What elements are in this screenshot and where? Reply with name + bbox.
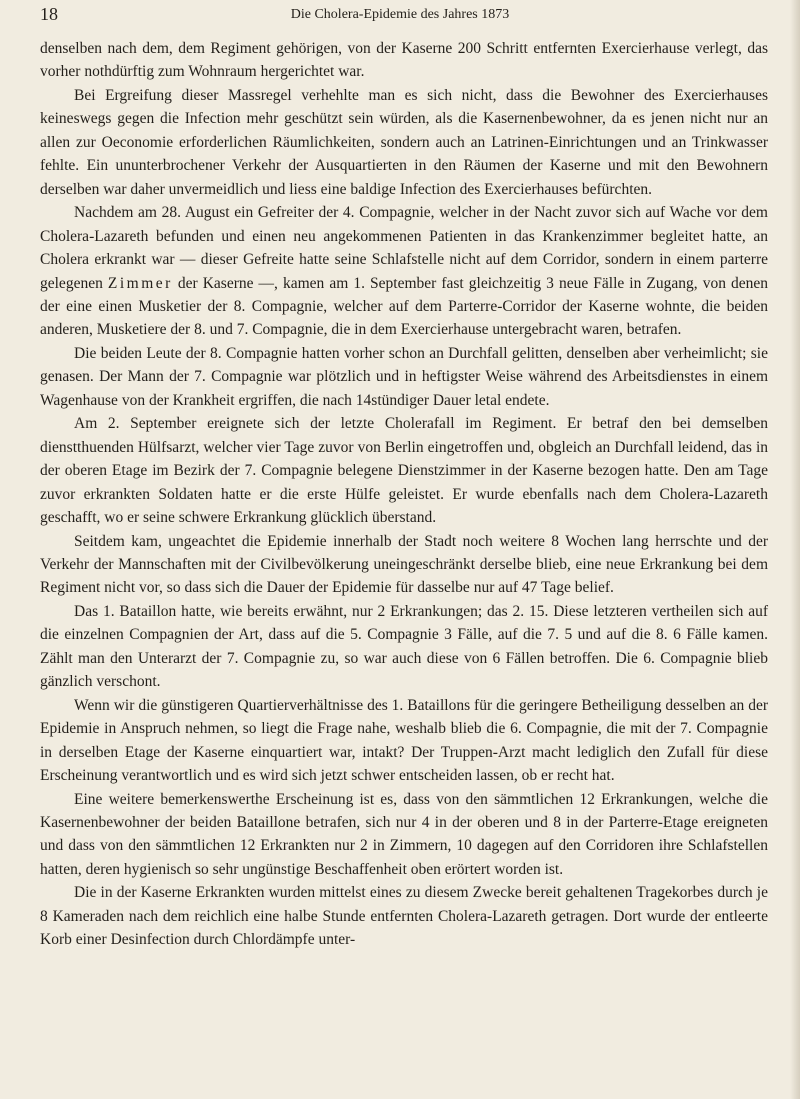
page-number: 18: [40, 4, 58, 24]
paragraph: [40, 201, 768, 342]
paragraph-text: Das 1. Bataillon hatte, wie bereits erwähnt, nur 2 Erkrankungen; das 2. 15. Diese letzteren vertheilen sich auf die einzelnen Compagnien der Art, dass auf die 5. Compagnie 3 Fälle, auf die 7. 5 und auf die 8. 6 Fälle kamen. Zählt man den Unterarzt der 7. Compagnie zu, so war auch diese von 6 Fällen betroffen. Die 6. Compagnie blieb gänzlich verschont.: [40, 602, 768, 691]
body-text: [40, 37, 768, 952]
paragraph: [40, 694, 768, 788]
paragraph: [40, 600, 768, 694]
paragraph-text: denselben nach dem, dem Regiment gehörigen, von der Kaserne 200 Schritt entfernten Exercierhause verlegt, das vorher nothdürftig zum Wohnraum hergerichtet war.: [40, 40, 768, 81]
paragraph: [40, 788, 768, 882]
paragraph: [40, 37, 768, 84]
paragraph: [40, 881, 768, 951]
paragraph: [40, 530, 768, 600]
page-edge-shadow: [790, 0, 800, 1099]
paragraph: [40, 412, 768, 529]
paragraph-text: Nachdem am 28. August ein Gefreiter der 4. Compagnie, welcher in der Nacht zuvor sich auf Wache vor dem Cholera-Lazareth befunden und einen neu angekommenen Patienten in das Krankenzimmer begleitet hatte, an Cholera erkrankt war — dieser Gefreite hatte seine Schlafstelle nicht auf dem Corridor, sondern in einem parterre gelegenen: [40, 204, 768, 292]
paragraph-text: Seitdem kam, ungeachtet die Epidemie innerhalb der Stadt noch weitere 8 Wochen lang herrschte und der Verkehr der Mannschaften mit der Civilbevölkerung uneingeschränkt derselbe blieb, eine neue Erkrankung bei dem Regiment nicht vor, so dass sich die Dauer der Epidemie für dasselbe nur auf 47 Tage belief.: [40, 532, 768, 597]
paragraph: [40, 342, 768, 412]
paragraph-text: Die in der Kaserne Erkrankten wurden mittelst eines zu diesem Zwecke bereit gehaltenen Tragekorbes durch je 8 Kameraden nach dem reichlich eine halbe Stunde entfernten Cholera-Lazareth getragen. Dort wurde der entleerte Korb einer Desinfection durch Chlordämpfe unter-: [40, 884, 768, 949]
page-header: [40, 4, 760, 30]
paragraph-text: Bei Ergreifung dieser Massregel verhehlte man es sich nicht, dass die Bewohner des Exercierhauses keineswegs gegen die Infection mehr geschützt sein würden, als die Kasernenbewohner, da es jenen nicht nur an allen zur Oeconomie erforderlichen Räumlichkeiten, sondern auch an Latrinen-Einrichtungen und an Trinkwasser fehlte. Ein ununterbrochener Verkehr der Ausquartierten in den Räumen der Kaserne und mit den Bewohnern derselben war daher unvermeidlich und liess eine baldige Infection des Exercierhauses befürchten.: [40, 86, 768, 198]
paragraph: [40, 84, 768, 201]
paragraph-text: Wenn wir die günstigeren Quartierverhältnisse des 1. Bataillons für die geringere Betheiligung desselben an der Epidemie in Anspruch nehmen, so liegt die Frage nahe, weshalb blieb die 6. Compagnie, die mit der 7. Compagnie in derselben Etage der Kaserne einquartiert war, intakt? Der Truppen-Arzt macht lediglich den Zufall für diese Erscheinung verantwortlich und es wird sich jetzt schwer entscheiden lassen, ob er recht hat.: [40, 696, 768, 785]
paragraph-text: Am 2. September ereignete sich der letzte Cholerafall im Regiment. Er betraf den bei demselben dienstthuenden Hülfsarzt, welcher vier Tage zuvor von Berlin eingetroffen und, obgleich an Durchfall leidend, das in der oberen Etage im Bezirk der 7. Compagnie belegene Dienstzimmer in der Kaserne bezogen hatte. Den am Tage zuvor erkrankten Soldaten hatte er die erste Hülfe geleistet. Er wurde ebenfalls nach dem Cholera-Lazareth geschafft, wo er seine schwere Erkrankung glücklich überstand.: [40, 415, 768, 527]
paragraph-text: Eine weitere bemerkenswerthe Erscheinung ist es, dass von den sämmtlichen 12 Erkrankungen, welche die Kasernenbewohner der beiden Bataillone betrafen, sich nur 4 in der oberen und 8 in der Parterre-Etage ereigneten und dass von den sämmtlichen 12 Erkrankten nur 2 in Zimmern, 10 dagegen auf den Corridoren ihre Schlafstellen hatten, deren hygienisch so sehr ungünstige Beschaffenheit oben erörtert worden ist.: [40, 790, 768, 878]
running-title: Die Cholera-Epidemie des Jahres 1873: [290, 7, 510, 22]
paragraph-text: Die beiden Leute der 8. Compagnie hatten vorher schon an Durchfall gelitten, denselben aber verheimlicht; sie genasen. Der Mann der 7. Compagnie war plötzlich und in heftigster Weise während des Arbeitsdienstes in einem Wagenhause von der Krankheit ergriffen, die nach 14stündiger Dauer letal endete.: [40, 344, 768, 409]
paragraph-text: der Kaserne —, kamen am 1. September fast gleichzeitig 3 neue Fälle in Zugang, von denen der eine einen Musketier der 8. Compagnie, welcher auf dem Parterre-Corridor der Kaserne wohnte, die beiden anderen, Musketiere der 8. und 7. Compagnie, die in dem Exercierhause untergebracht waren, betrafen.: [40, 274, 769, 339]
spaced-emphasis-text: Zimmer: [107, 274, 173, 292]
